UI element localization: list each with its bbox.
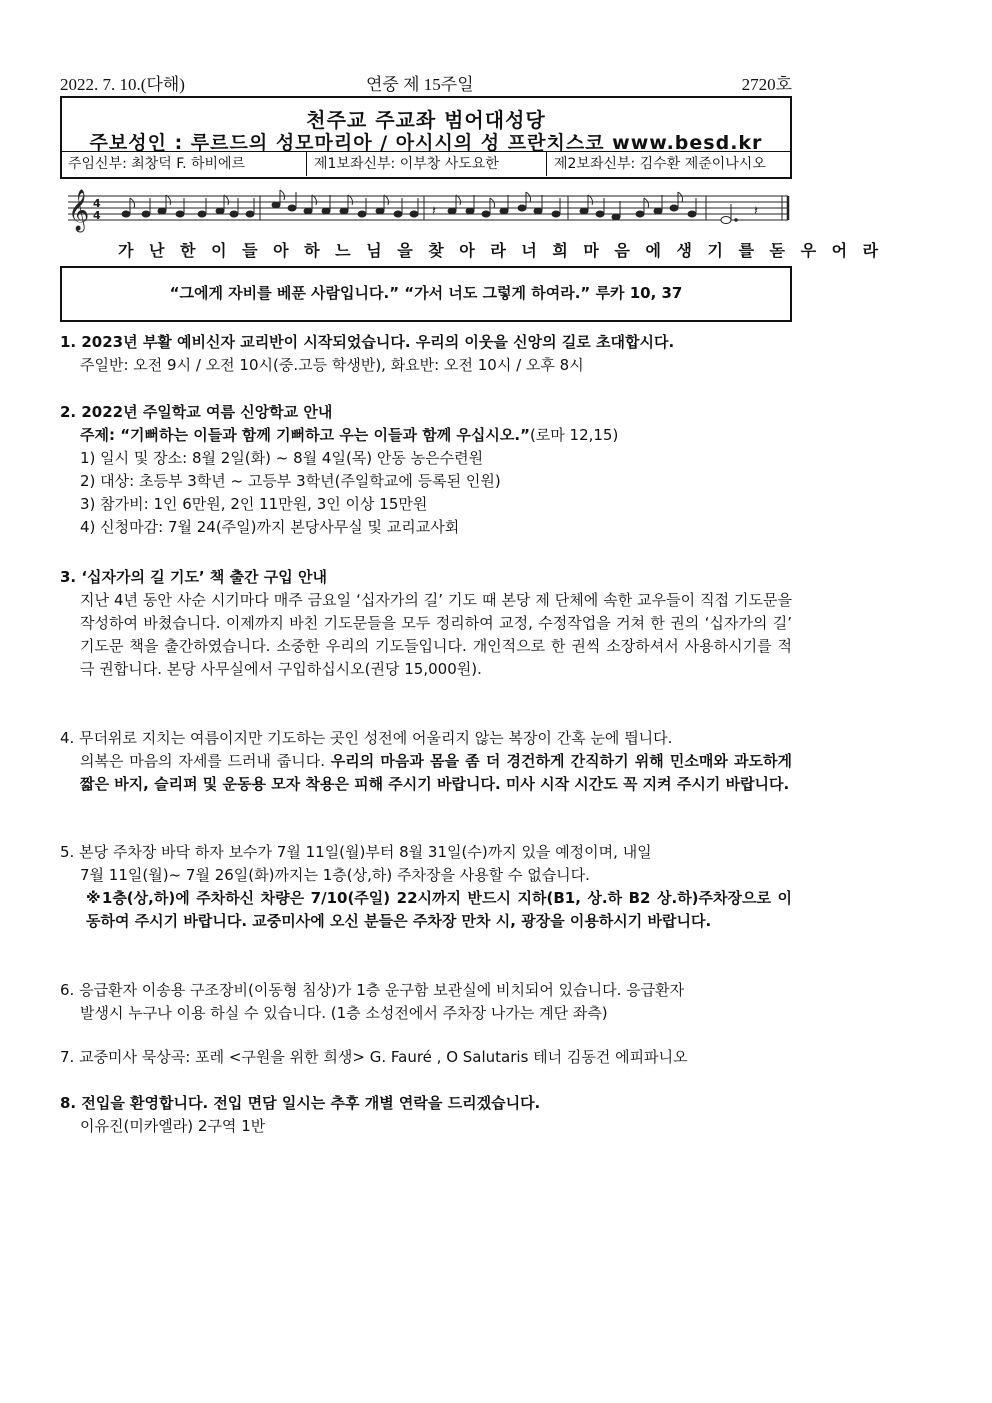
notice-6 bbox=[60, 979, 792, 1025]
notice-2-theme-ref: (로마 12,15) bbox=[529, 426, 619, 444]
notice-2-theme: 주제: “기뻐하는 이들과 함께 기뻐하고 우는 이들과 함께 우십시오.” bbox=[80, 426, 530, 444]
notice-7-title: 7. 교중미사 묵상곡: 포레 <구원을 위한 희생> G. Fauré , O Salutaris 테너 김동건 에피파니오 bbox=[60, 1048, 688, 1066]
notice-3 bbox=[60, 566, 792, 681]
notice-8-name: 이유진(미카엘라) 2구역 1반 bbox=[80, 1117, 266, 1135]
notice-1 bbox=[60, 331, 792, 377]
notice-1-title: 1. 2023년 부활 예비신자 교리반이 시작되었습니다. 우리의 이웃을 신앙의 길로 초대합시다. bbox=[60, 333, 675, 351]
notice-2-title: 2. 2022년 주일학교 여름 신앙학교 안내 bbox=[60, 403, 333, 421]
bulletin-date: 2022. 7. 10.(다해) bbox=[60, 75, 185, 94]
notice-2 bbox=[60, 401, 792, 539]
notice-3-body: 지난 4년 동안 사순 시기마다 매주 금요일 ‘십자가의 길’ 기도 때 본당 제 단체에 속한 교우들이 직접 기도문을 작성하여 바쳤습니다. 이제까지 바친 기도문들을 모두 정리하여 교정, 수정작업을 거쳐 한 권의 ‘십자가의 길’ 기도문 책을 출간하였습니다. 소중한 우리의 기도들입니다. 개인적으로 한 권씩 소장하셔서 사용하시기를 적극 권합니다. 본당 사무실에서 구입하십시오(권당 15,000원). bbox=[80, 591, 792, 678]
notice-2-line-3: 3) 참가비: 1인 6만원, 2인 11만원, 3인 이상 15만원 bbox=[80, 495, 428, 513]
issue-number: 2720호 bbox=[741, 75, 792, 94]
notice-8-title: 8. 전입을 환영합니다. 전입 면담 일시는 추후 개별 연락을 드리겠습니다. bbox=[60, 1094, 541, 1112]
liturgical-week: 연중 제 15주일 bbox=[366, 75, 474, 94]
bulletin-topline bbox=[60, 70, 792, 92]
priests-row bbox=[62, 151, 790, 176]
notice-2-line-1: 1) 일시 및 장소: 8월 2일(화) ~ 8월 4일(목) 안동 농은수련원 bbox=[80, 449, 484, 467]
notice-6-lead: 6. 응급환자 이송용 구조장비(이동형 침상)가 1층 운구함 보관실에 비치되어 있습니다. 응급환자 bbox=[60, 981, 685, 999]
notice-5-normal: 7월 11일(월)~ 7월 26일(화)까지는 1층(상,하) 주차장을 사용할 수 없습니다. bbox=[80, 866, 590, 884]
treble-clef-icon: 𝄞 bbox=[68, 190, 90, 231]
notice-8 bbox=[60, 1092, 792, 1138]
pastor-cell: 주임신부: 최창덕 F. 하비에르 bbox=[62, 152, 307, 176]
hymn-staff bbox=[60, 182, 792, 238]
notice-5-lead: 5. 본당 주차장 바닥 하자 보수가 7월 11일(월)부터 8월 31일(수)까지 있을 예정이며, 내일 bbox=[60, 843, 652, 861]
notice-6-rest: 발생시 누구나 이용 하실 수 있습니다. (1층 소성전에서 주차장 나가는 계단 좌측) bbox=[80, 1004, 608, 1022]
notice-3-title: 3. ‘십자가의 길 기도’ 책 출간 구입 안내 bbox=[60, 568, 327, 586]
notice-4 bbox=[60, 727, 792, 796]
svg-text:𝄽: 𝄽 bbox=[754, 204, 758, 219]
notice-5 bbox=[60, 841, 792, 933]
church-title: 천주교 주교좌 범어대성당 bbox=[306, 108, 546, 132]
assistant1-cell: 제1보좌신부: 이부창 사도요한 bbox=[308, 152, 547, 176]
hymn-lyrics: 가 난 한 이 들 아 하 느 님 을 찾 아 라 너 희 마 음 에 생 기 를 돋 우 어 라 bbox=[118, 241, 880, 260]
music-notes bbox=[122, 190, 758, 224]
svg-text:4: 4 bbox=[93, 197, 101, 210]
svg-text:𝄽: 𝄽 bbox=[432, 204, 436, 219]
notice-4-emphasis: 우리의 마음과 몸을 좀 더 경건하게 간직하기 위해 민소매와 과도하게 짧은 바지, 슬리퍼 및 운동용 모자 착용은 피해 주시기 바랍니다. 미사 시작 시간도 꼭 지켜 주시기 바랍니다. bbox=[80, 752, 792, 793]
notice-7 bbox=[60, 1046, 792, 1069]
gospel-quote: “그에게 자비를 베푼 사람입니다.” “가서 너도 그렇게 하여라.” 루카 10, 37 bbox=[169, 284, 683, 302]
notice-1-schedule: 주일반: 오전 9시 / 오전 10시(중.고등 학생반), 화요반: 오전 10시 / 오후 8시 bbox=[80, 356, 584, 374]
notice-2-line-2: 2) 대상: 초등부 3학년 ~ 고등부 3학년(주일학교에 등록된 인원) bbox=[80, 472, 501, 490]
gospel-quote-box bbox=[60, 266, 792, 322]
notice-4-lead: 4. 무더위로 지치는 여름이지만 기도하는 곳인 성전에 어울리지 않는 복장이 간혹 눈에 띕니다. bbox=[60, 729, 673, 747]
assistant2-cell: 제2보좌신부: 김수환 제준이나시오 bbox=[554, 156, 766, 172]
patron-saints: 주보성인 : 루르드의 성모마리아 / 아시시의 성 프란치스코 www.besd.kr bbox=[89, 132, 763, 154]
church-header bbox=[60, 96, 792, 179]
svg-text:4: 4 bbox=[93, 209, 101, 222]
notice-2-line-4: 4) 신청마감: 7월 24(주일)까지 본당사무실 및 교리교사회 bbox=[80, 518, 460, 536]
notice-5-emphasis: ※1층(상,하)에 주차하신 차량은 7/10(주일) 22시까지 반드시 지하(B1, 상.하 B2 상.하)주차장으로 이동하여 주시기 바랍니다. 교중미사에 오신 분들은 주차장 만차 시, 광장을 이용하시기 바랍니다. bbox=[86, 889, 792, 930]
notice-4-normal: 의복은 마음의 자세를 드러내 줍니다. bbox=[80, 752, 331, 770]
